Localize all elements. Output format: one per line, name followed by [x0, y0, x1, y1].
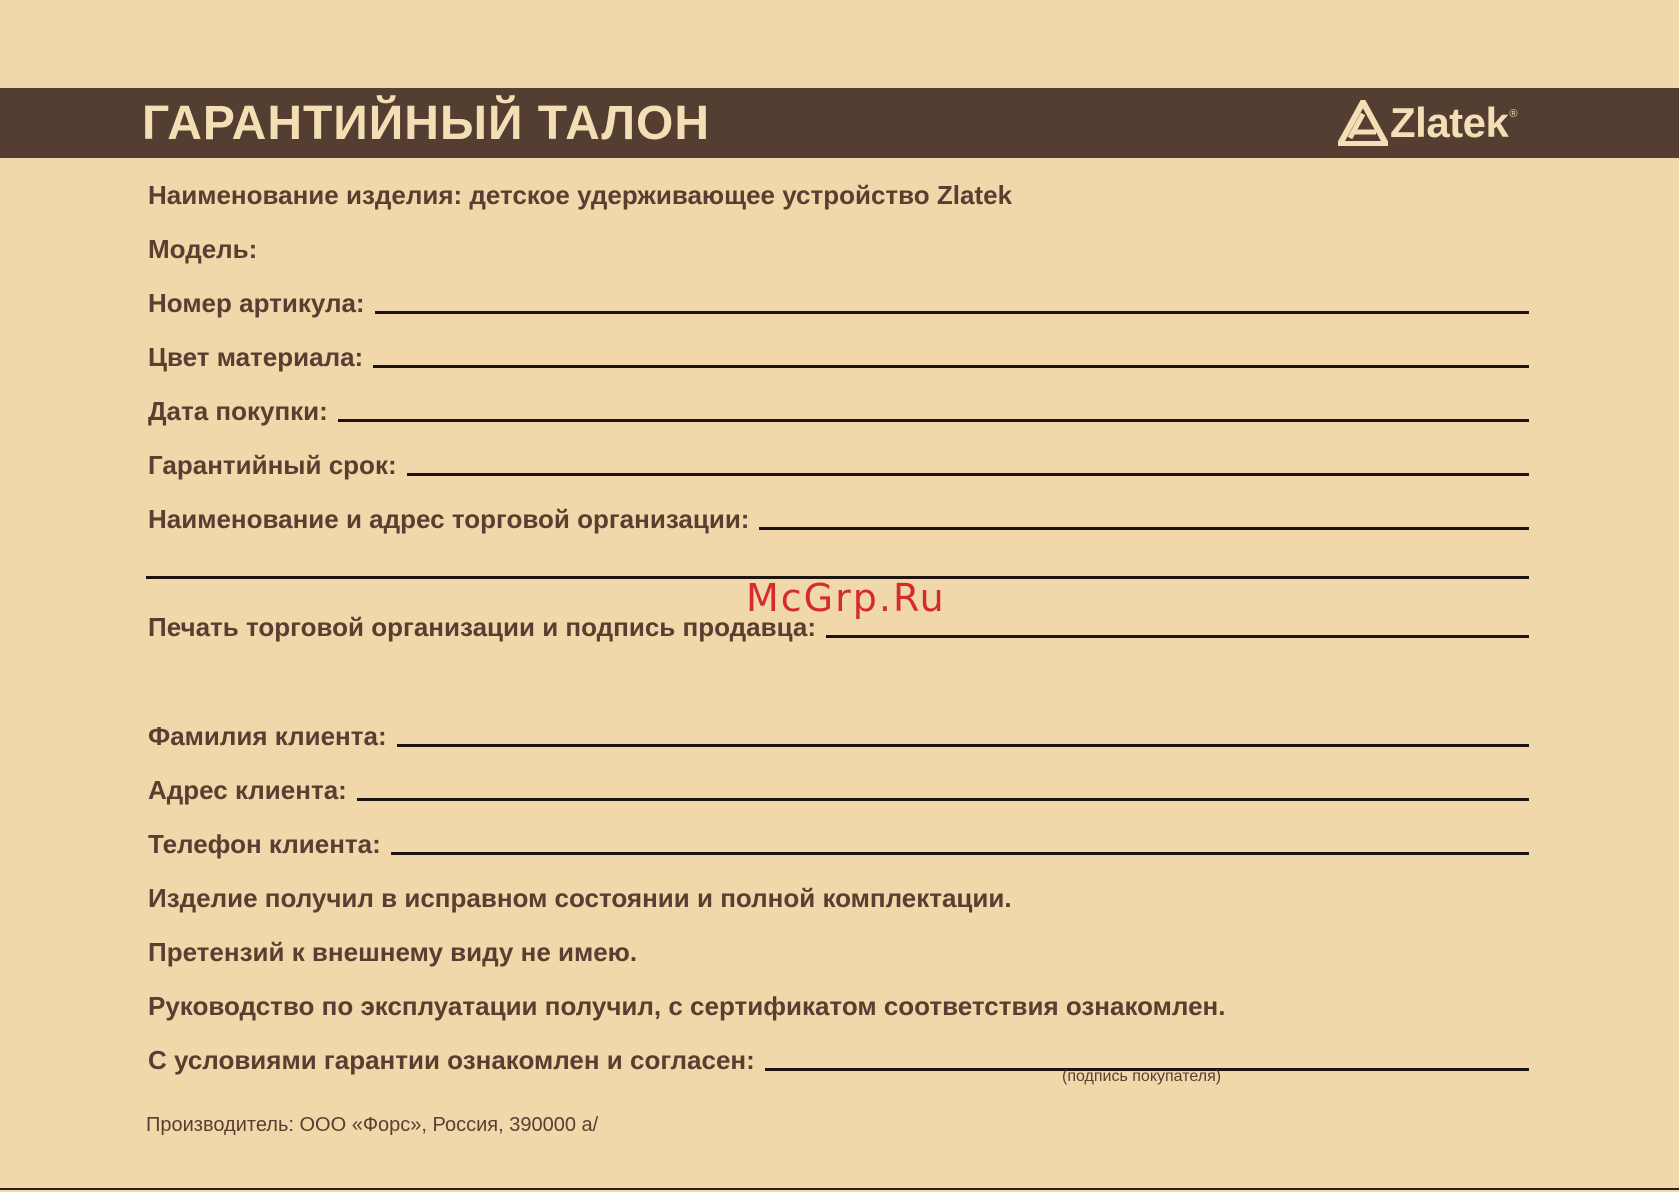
model-row: [148, 230, 1529, 264]
client-surname-label: Фамилия клиента:: [148, 721, 387, 751]
article-label: Номер артикула:: [148, 288, 365, 318]
article-row: [148, 284, 1529, 318]
manual-statement: Руководство по эксплуатации получил, с сертификатом соответствия ознакомлен.: [148, 991, 1226, 1021]
color-label: Цвет материала:: [148, 342, 364, 372]
registered-mark: ®: [1509, 108, 1518, 120]
product-label: Наименование изделия: детское удерживающее устройство Zlatek: [148, 180, 1013, 210]
no-claims-statement: Претензий к внешнему виду не имею.: [148, 937, 638, 967]
stamp-label: Печать торговой организации и подпись продавца:: [148, 612, 817, 642]
client-address-label: Адрес клиента:: [148, 775, 347, 805]
article-field[interactable]: [375, 311, 1529, 314]
brand-logo: [1338, 100, 1518, 146]
client-surname-field[interactable]: [397, 744, 1529, 747]
warranty-period-field[interactable]: [407, 473, 1529, 476]
received-statement: Изделие получил в исправном состоянии и полной комплектации.: [148, 883, 1012, 913]
client-address-row: [148, 771, 1529, 805]
no-claims-row: [148, 933, 1529, 967]
client-address-field[interactable]: [357, 798, 1529, 801]
store-row: [148, 500, 1529, 534]
stamp-row: [148, 608, 1529, 642]
received-row: [148, 879, 1529, 913]
zlatek-triangle-icon: [1338, 100, 1388, 146]
bottom-divider: [0, 1188, 1679, 1190]
stamp-field[interactable]: [826, 635, 1529, 638]
client-phone-field[interactable]: [391, 852, 1529, 855]
store-label: Наименование и адрес торговой организации:: [148, 504, 750, 534]
client-phone-row: [148, 825, 1529, 859]
header-bar: [0, 88, 1679, 158]
agree-statement: С условиями гарантии ознакомлен и согласен:: [148, 1045, 755, 1075]
logo-text: Zlatek: [1390, 99, 1509, 146]
purchase-date-label: Дата покупки:: [148, 396, 328, 426]
purchase-date-field[interactable]: [338, 419, 1529, 422]
page-title: ГАРАНТИЙНЫЙ ТАЛОН: [142, 97, 711, 150]
manufacturer-text: Производитель: ООО «Форс», Россия, 390000 а/: [146, 1114, 599, 1136]
warranty-period-label: Гарантийный срок:: [148, 450, 397, 480]
model-label: Модель:: [148, 234, 258, 264]
watermark: McGrp.Ru: [746, 576, 946, 620]
product-row: [148, 176, 1529, 210]
store-field[interactable]: [759, 527, 1529, 530]
client-surname-row: [148, 717, 1529, 751]
client-phone-label: Телефон клиента:: [148, 829, 381, 859]
agree-row: [148, 1041, 1529, 1075]
signature-note: (подпись покупателя): [1062, 1068, 1222, 1085]
manual-row: [148, 987, 1529, 1021]
color-field[interactable]: [373, 365, 1529, 368]
purchase-date-row: [148, 392, 1529, 426]
color-row: [148, 338, 1529, 372]
warranty-period-row: [148, 446, 1529, 480]
